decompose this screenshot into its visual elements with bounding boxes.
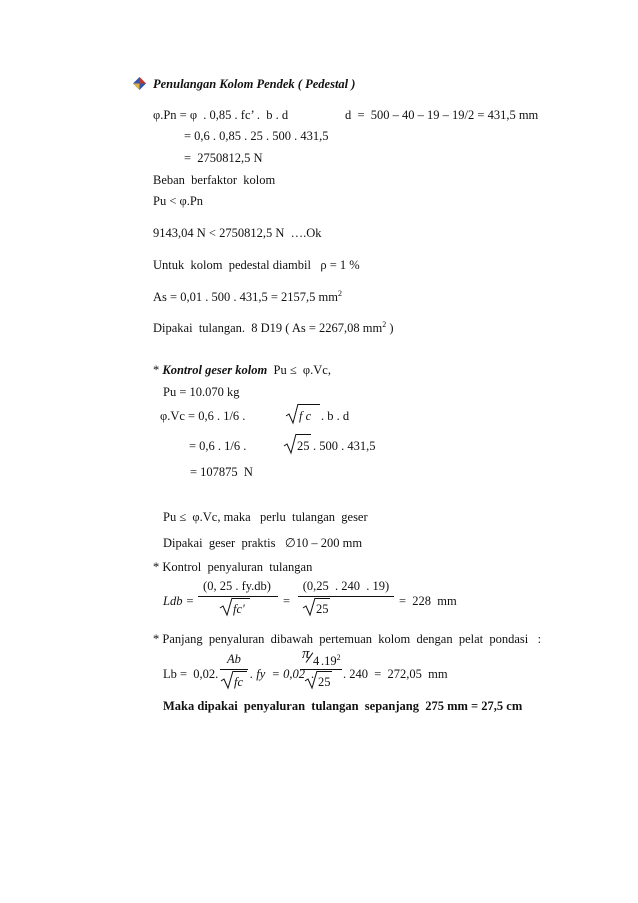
sqrt-bar <box>296 434 311 435</box>
vc2-suffix: . 500 . 431,5 <box>313 439 376 453</box>
vc-result: = 107875 N <box>190 465 253 479</box>
lb-result: . 240 = 272,05 mm <box>343 667 448 681</box>
effective-depth-formula: d = 500 – 40 – 19 – 19/2 = 431,5 mm <box>345 108 539 122</box>
ldb-numerator-1: (0, 25 . fy.db) <box>203 579 271 593</box>
lb-lhs: Lb = 0,02. <box>163 667 219 681</box>
vc-suffix: . b . d <box>321 409 350 423</box>
development-title: * Kontrol penyaluran tulangan <box>153 560 313 574</box>
lb-numerator: Ab <box>227 652 241 666</box>
ldb-numerator-2: (0,25 . 240 . 19) <box>302 579 390 593</box>
sqrt-symbol-icon <box>302 597 316 617</box>
beban-label: Beban berfaktor kolom <box>153 173 276 187</box>
shear-condition: Pu ≤ φ.Vc, <box>267 363 331 377</box>
as-exponent: 2 <box>337 289 342 298</box>
shear-star: * <box>153 363 163 377</box>
panjang-penyaluran-line: * Panjang penyaluran dibawah pertemuan kolom dengan pelat pondasi : <box>153 632 542 646</box>
ldb-lhs: Ldb = <box>163 594 195 608</box>
phi-pn-substitution: = 0,6 . 0,85 . 25 . 500 . 431,5 <box>184 129 329 143</box>
sqrt-symbol-icon <box>220 670 234 690</box>
dipakai-close: ) <box>386 321 394 335</box>
ldb-equals: = <box>283 594 291 608</box>
dipakai-tulangan-line <box>153 320 394 336</box>
shear-heading <box>153 362 331 378</box>
sqrt-symbol-icon <box>285 403 299 425</box>
lb-sq <box>321 653 341 669</box>
as-text: As = 0,01 . 500 . 431,5 = 2157,5 mm <box>153 290 338 304</box>
rho-line: Untuk kolom pedestal diambil ρ = 1 % <box>153 258 360 272</box>
lb-mid: . fy = 0,02 . <box>250 667 315 681</box>
pu-value: Pu = 10.070 kg <box>163 385 240 399</box>
shear-conclusion: Pu ≤ φ.Vc, maka perlu tulangan geser <box>163 510 368 524</box>
ldb-result: = 228 mm <box>399 594 457 608</box>
ldb-denominator-1: fc' <box>233 602 245 616</box>
vc2-root-content: 25 <box>297 439 310 453</box>
shear-title: Kontrol geser kolom <box>162 363 268 377</box>
lb-sq-base: .19 <box>321 654 337 668</box>
sqrt-bar <box>298 404 320 405</box>
sqrt-bar <box>317 671 332 672</box>
diamond-bullet-icon <box>133 77 146 90</box>
vc-prefix: φ.Vc = 0,6 . 1/6 . <box>160 409 246 423</box>
section-heading: Penulangan Kolom Pendek ( Pedestal ) <box>153 77 356 91</box>
sqrt-symbol-icon <box>283 433 297 455</box>
lb-sq-exponent: 2 <box>336 653 341 662</box>
lb-denominator-2: 25 <box>318 675 331 689</box>
lb-four: 4 <box>313 654 320 668</box>
dipakai-exponent: 2 <box>382 320 387 329</box>
vc-root-content: f c <box>299 409 312 423</box>
pu-condition: Pu < φ.Pn <box>153 194 204 208</box>
fraction-bar <box>198 596 278 597</box>
sqrt-bar <box>233 671 247 672</box>
check-line: 9143,04 N < 2750812,5 N ….Ok <box>153 226 322 240</box>
final-conclusion: Maka dipakai penyaluran tulangan sepanjang 275 mm = 27,5 cm <box>163 699 523 713</box>
dipakai-text: Dipakai tulangan. 8 D19 ( As = 2267,08 mm <box>153 321 383 335</box>
ldb-denominator-2: 25 <box>316 602 329 616</box>
sqrt-bar <box>232 598 250 599</box>
vc-substitution-prefix: = 0,6 . 1/6 . <box>189 439 247 453</box>
phi-pn-result: = 2750812,5 N <box>184 151 263 165</box>
sqrt-symbol-icon <box>219 597 233 617</box>
phi-pn-formula: φ.Pn = φ . 0,85 . fc’ . b . d <box>153 108 289 122</box>
as-line <box>153 289 342 305</box>
stirrup-line: Dipakai geser praktis ∅10 – 200 mm <box>163 536 363 550</box>
lb-pi: π <box>302 646 310 662</box>
lb-denominator: fc <box>234 675 244 689</box>
sqrt-symbol-icon <box>304 670 318 690</box>
sqrt-bar <box>315 598 330 599</box>
